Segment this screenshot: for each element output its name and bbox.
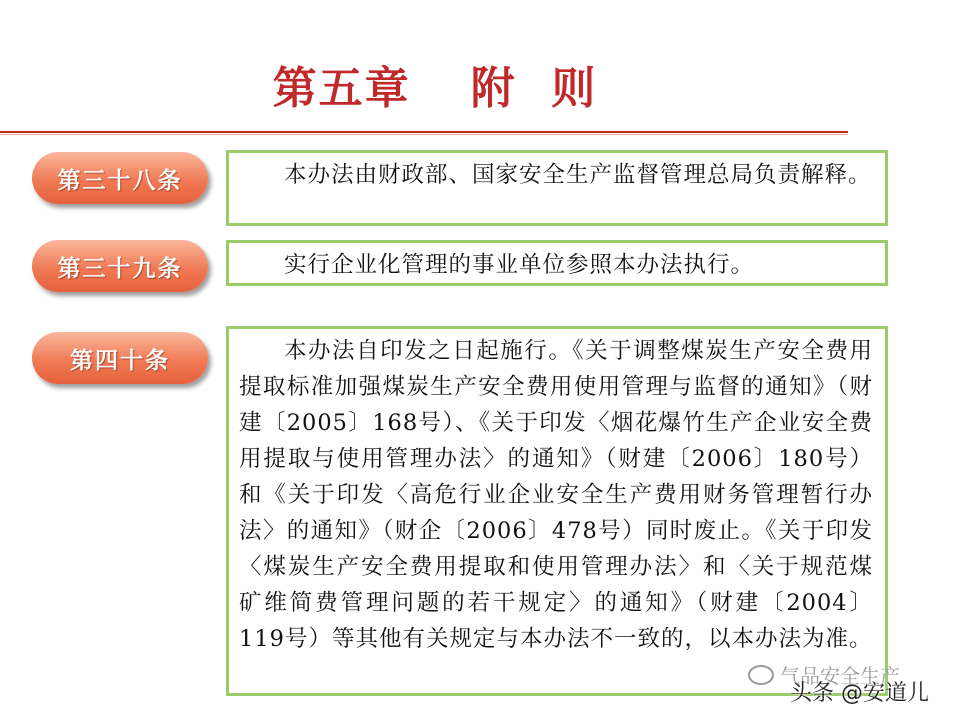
article-38-box — [226, 150, 888, 226]
title-divider — [0, 131, 848, 133]
article-39-label: 第三十九条 — [32, 240, 208, 292]
watermark-overlay: 头条 @安道儿 — [790, 681, 929, 706]
article-40-text: 本办法自印发之日起施行。《关于调整煤炭生产安全费用提取标准加强煤炭生产安全费用使用管理与监督的通知》（财建〔2005〕168号）、《关于印发〈烟花爆竹生产企业安全费用提取与使用管理办法〉的通知》（财建〔2006〕180号）和《关于印发〈高危行业企业安全生产费用财务管理暂行办法〉的通知》（财企〔2006〕478号）同时废止。《关于印发〈煤炭生产安全费用提取和使用管理办法〉和〈关于规范煤矿维简费管理问题的若干规定〉的通知》（财建〔2004〕119号）等其他有关规定与本办法不一致的，以本办法为准。 — [239, 338, 873, 652]
chapter-number: 第五章 — [272, 63, 411, 114]
article-40-box — [226, 326, 888, 696]
article-38-text: 本办法由财政部、国家安全生产监督管理总局负责解释。 — [284, 162, 872, 188]
article-40-label: 第四十条 — [32, 332, 208, 384]
article-38-label: 第三十八条 — [32, 152, 208, 204]
article-39-box — [226, 240, 888, 286]
chapter-title — [0, 52, 870, 116]
watermark-text: 气品安全生产 — [780, 664, 900, 688]
article-39-text: 实行企业化管理的事业单位参照本办法执行。 — [284, 252, 755, 278]
title-divider-shadow — [0, 134, 848, 135]
chapter-name: 附 则 — [470, 63, 598, 114]
wechat-icon — [748, 665, 774, 685]
